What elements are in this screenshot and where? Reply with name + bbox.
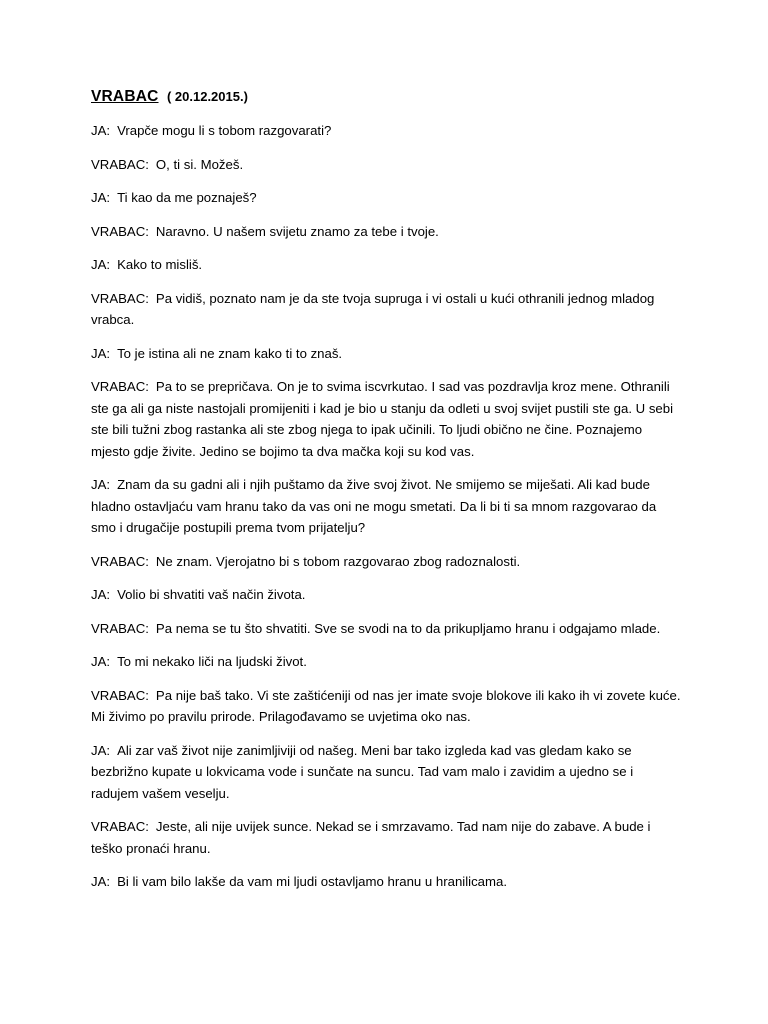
dialogue-paragraph <box>91 343 681 365</box>
dialogue-paragraph <box>91 816 681 859</box>
dialogue-paragraph <box>91 740 681 805</box>
speaker-label: JA: <box>91 654 111 669</box>
dialogue-text: Pa nije baš tako. Vi ste zaštićeniji od nas jer imate svoje blokove ili kako ih vi zovete kuće. Mi živimo po pravilu prirode. Prilagođavamo se uvjetima oko nas. <box>91 687 681 724</box>
dialogue-paragraph <box>91 618 681 640</box>
speaker-label: JA: <box>91 345 111 361</box>
dialogue-paragraph <box>91 376 681 462</box>
dialogue-paragraph <box>91 651 681 673</box>
dialogue-text: Ali zar vaš život nije zanimljiviji od našeg. Meni bar tako izgleda kad vas gledam kako se bezbrižno kupate u lokvicama vode i sunčate na suncu. Tad vam malo i zavidim a ujedno se i radujem vašem veselju. <box>91 742 634 801</box>
document-title: VRABAC <box>91 88 159 105</box>
speaker-label: JA: <box>91 742 111 758</box>
dialogue-paragraph <box>91 871 681 893</box>
dialogue-paragraph <box>91 120 681 142</box>
speaker-label: VRABAC: <box>91 223 149 239</box>
speaker-label: VRABAC: <box>91 819 149 834</box>
speaker-label: JA: <box>91 123 111 138</box>
dialogue-text: Bi li vam bilo lakše da vam mi ljudi ostavljamo hranu u hranilicama. <box>117 874 507 889</box>
dialogue-text: Vrapče mogu li s tobom razgovarati? <box>117 123 332 138</box>
dialogue-text: To je istina ali ne znam kako ti to znaš. <box>117 345 343 361</box>
speaker-label: VRABAC: <box>91 687 149 703</box>
dialogue-text: O, ti si. Možeš. <box>155 156 244 172</box>
dialogue-text: Kako to misliš. <box>117 257 203 272</box>
speaker-label: VRABAC: <box>91 290 149 306</box>
speaker-label: VRABAC: <box>91 620 149 636</box>
dialogue-paragraph <box>91 254 681 276</box>
dialogue-text: Pa nema se tu što shvatiti. Sve se svodi na to da prikupljamo hranu i odgajamo mlade. <box>155 620 661 636</box>
speaker-label: JA: <box>91 587 111 602</box>
dialogue-text: Volio bi shvatiti vaš način života. <box>117 587 306 602</box>
dialogue-text: Ne znam. Vjerojatno bi s tobom razgovarao zbog radoznalosti. <box>155 553 521 569</box>
dialogue-text: Jeste, ali nije uvijek sunce. Nekad se i smrzavamo. Tad nam nije do zabave. A bude i teško pronaći hranu. <box>91 819 651 856</box>
dialogue-text: Znam da su gadni ali i njih puštamo da žive svoj život. Ne smijemo se miješati. Ali kad bude hladno ostavljaću vam hranu tako da vas oni ne mogu smetati. Da li bi ti sa mnom razgovarao da smo i drugačije postupili prema tvom prijatelju? <box>91 477 657 535</box>
speaker-label: JA: <box>91 874 111 889</box>
dialogue-text: To mi nekako liči na ljudski život. <box>117 654 307 669</box>
dialogue-text: Ti kao da me poznaješ? <box>117 190 257 205</box>
document-page <box>91 86 681 905</box>
speaker-label: JA: <box>91 477 111 492</box>
speaker-label: VRABAC: <box>91 553 149 569</box>
dialogue-paragraph <box>91 474 681 539</box>
dialogue-paragraph <box>91 221 681 243</box>
speaker-label: VRABAC: <box>91 379 149 394</box>
dialogue-paragraph <box>91 187 681 209</box>
dialogue-paragraph <box>91 685 681 728</box>
dialogue-paragraph <box>91 584 681 606</box>
dialogue-text: Pa vidiš, poznato nam je da ste tvoja supruga i vi ostali u kući othranili jednog mladog vrabca. <box>91 290 655 327</box>
dialogue-paragraph <box>91 154 681 176</box>
speaker-label: JA: <box>91 190 111 205</box>
dialogue-text: Pa to se prepričava. On je to svima iscvrkutao. I sad vas pozdravlja kroz mene. Othranili ste ga ali ga niste nastojali promijeniti i kad je bio u stanju da odleti u svoj svijet pustili ste ga. U sebi ste bili tužni zbog rastanka ali ste zbog njega to ipak učinili. To ljudi obično ne čine. Poznajemo mjesto gdje živite. Jedino se bojimo ta dva mačka koji su kod vas. <box>91 379 674 459</box>
title-line <box>91 86 681 108</box>
dialogue-text: Naravno. U našem svijetu znamo za tebe i tvoje. <box>155 223 439 239</box>
dialogue-paragraph <box>91 551 681 573</box>
dialogue-paragraph <box>91 288 681 331</box>
speaker-label: VRABAC: <box>91 156 149 172</box>
document-date: ( 20.12.2015.) <box>166 89 248 104</box>
speaker-label: JA: <box>91 257 111 272</box>
